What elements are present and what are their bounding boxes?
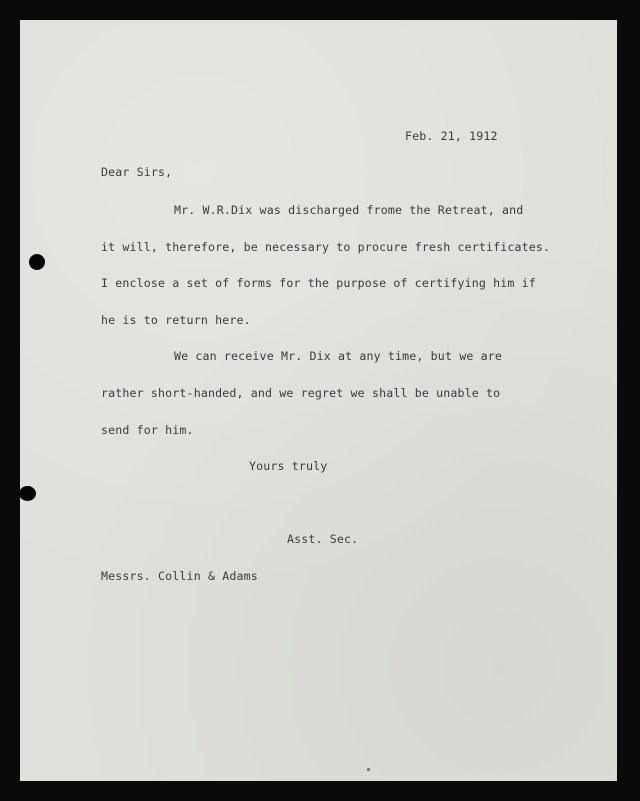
body-line: he is to return here. xyxy=(101,313,251,327)
letter-salutation: Dear Sirs, xyxy=(101,165,173,179)
paper-speck xyxy=(367,768,370,771)
body-line: rather short-handed, and we regret we shall be unable to xyxy=(101,386,501,400)
body-line: it will, therefore, be necessary to procure fresh certificates. xyxy=(101,240,551,254)
letter-page xyxy=(20,20,617,781)
body-line: send for him. xyxy=(101,423,194,437)
body-line: We can receive Mr. Dix at any time, but we are xyxy=(174,349,502,363)
punch-hole-bottom xyxy=(19,486,36,501)
letter-date: Feb. 21, 1912 xyxy=(405,129,498,143)
body-line: I enclose a set of forms for the purpose of certifying him if xyxy=(101,276,536,290)
letter-closing: Yours truly xyxy=(249,459,328,473)
letter-addressee: Messrs. Collin & Adams xyxy=(101,569,258,583)
signatory-title: Asst. Sec. xyxy=(287,532,359,546)
punch-hole-top xyxy=(29,254,45,270)
body-line: Mr. W.R.Dix was discharged frome the Retreat, and xyxy=(174,203,524,217)
